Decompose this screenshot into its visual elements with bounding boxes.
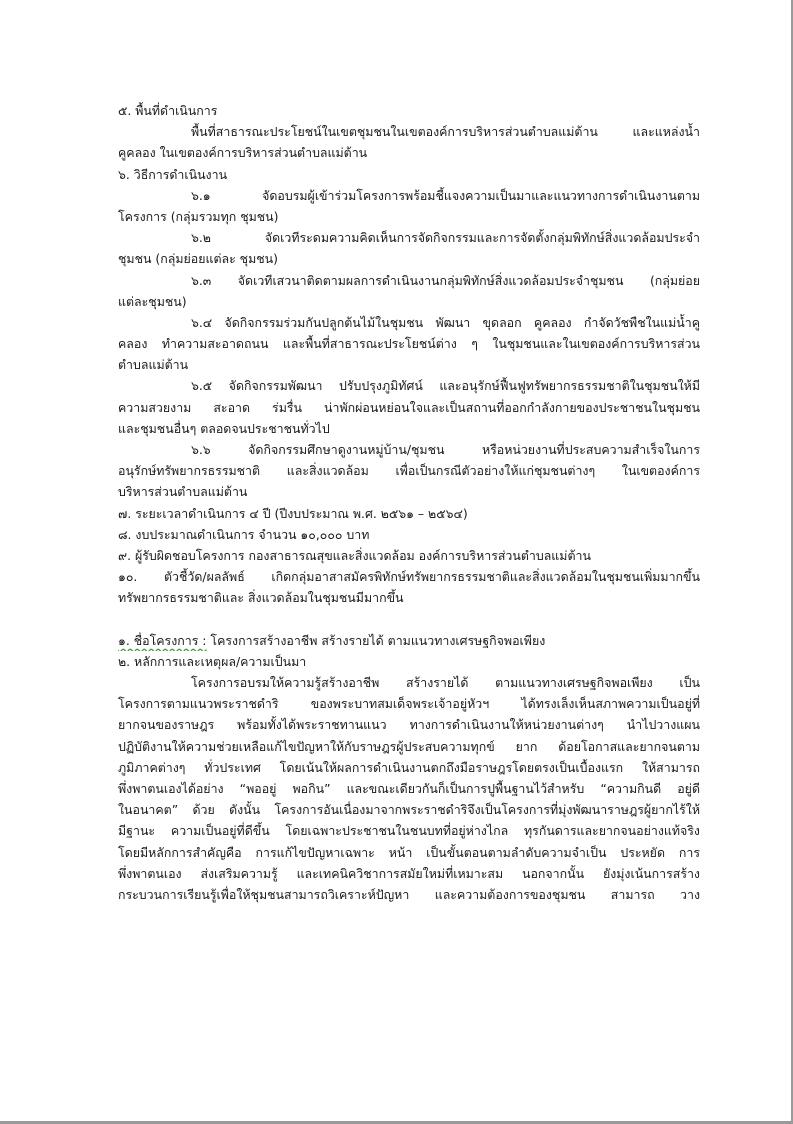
item-6-6-line-3: บริหารส่วนตำบลแม่ต้าน bbox=[118, 484, 248, 500]
section-6-heading: ๖. วิธีการดำเนินงาน bbox=[118, 166, 228, 182]
principle-line-2: โครงการตามแนวพระราชดำริ ของพระบาทสมเด็จพระเจ้าอยู่หัวฯ ได้ทรงเล็งเห็นสภาพความเป็นอยู่ที่ bbox=[118, 696, 700, 712]
item-6-3-line-1: ๖.๓ จัดเวทีเสวนาติดตามผลการดำเนินงานกลุ่มพิทักษ์สิ่งแวดล้อมประจำชุมชน (กลุ่มย่อย bbox=[191, 272, 700, 288]
section-5-text-2: คูคลอง ในเขตองค์การบริหารส่วนตำบลแม่ต้าน bbox=[118, 145, 368, 161]
item-6-4-line-3: ตำบลแม่ต้าน bbox=[118, 357, 189, 373]
principle-line-9: โดยมีหลักการสำคัญคือ การแก้ไขปัญหาเฉพาะ หน้า เป็นขั้นตอนตามลำดับความจำเป็น ประหยัด การ bbox=[118, 844, 700, 860]
principle-line-6: พึ่งพาตนเองได้อย่าง “พออยู่ พอกิน” และขณะเดียวกันก็เป็นการปูพื้นฐานไว้สำหรับ “ความกินดี อยู่ดี bbox=[118, 781, 700, 796]
project-name-value: โครงการสร้างอาชีพ สร้างรายได้ ตามแนวทางเศรษฐกิจพอเพียง bbox=[206, 632, 546, 648]
section-5-heading: ๕. พื้นที่ดำเนินการ bbox=[118, 103, 218, 118]
item-6-1-line-1: ๖.๑ จัดอบรมผู้เข้าร่วมโครงการพร้อมชี้แจงความเป็นมาและแนวทางการดำเนินงานตาม bbox=[191, 187, 700, 203]
document-body bbox=[118, 100, 700, 905]
item-6-6-line-1: ๖.๖ จัดกิจกรรมศึกษาดูงานหมู่บ้าน/ชุมชน หรือหน่วยงานที่ประสบความสำเร็จในการ bbox=[191, 442, 700, 457]
principle-line-7: ในอนาคต” ด้วย ดังนั้น โครงการอันเนื่องมาจากพระราชดำริจึงเป็นโครงการที่มุ่งพัฒนาราษฎรผู้ยากไร้ให้ bbox=[118, 802, 700, 818]
item-6-4-line-2: คลอง ทำความสะอาดถนน และพื้นที่สาธารณะประโยชน์ต่าง ๆ ในชุมชนและในเขตองค์การบริหารส่วน bbox=[118, 336, 700, 352]
section-8: ๘. งบประมาณดำเนินการ จำนวน ๑๐,๐๐๐ บาท bbox=[118, 526, 370, 542]
item-6-5-line-3: และชุมชนอื่นๆ ตลอดจนประชาชนทั่วไป bbox=[118, 420, 330, 436]
item-6-2-line-2: ชุมชน (กลุ่มย่อยแต่ละ ชุมชน) bbox=[118, 251, 278, 267]
item-6-3-line-2: แต่ละชุมชน) bbox=[118, 293, 187, 309]
principle-line-3: ยากจนของราษฎร พร้อมทั้งได้พระราชทานแนว ทางการดำเนินงานให้หน่วยงานต่างๆ นำไปวางแผน bbox=[118, 717, 700, 733]
project-name-label: ๑. ชื่อโครงการ : bbox=[118, 632, 207, 648]
item-6-5-line-2: ความสวยงาม สะอาด ร่มรื่น น่าพักผ่อนหย่อนใจและเป็นสถานที่ออกกำลังกายของประชาชนในชุมชน bbox=[118, 399, 700, 415]
section-10-line-2: ทรัพยากรธรรมชาติและ สิ่งแวดล้อมในชุมชนมีมากขึ้น bbox=[118, 590, 404, 606]
item-6-2-line-1: ๖.๒ จัดเวทีระดมความคิดเห็นการจัดกิจกรรมและการจัดตั้งกลุ่มพิทักษ์สิ่งแวดล้อมประจำ bbox=[191, 230, 700, 246]
section-10-line-1: ๑๐. ตัวชี้วัด/ผลลัพธ์ เกิดกลุ่มอาสาสมัครพิทักษ์ทรัพยากรธรรมชาติและสิ่งแวดล้อมในชุมชนเพิ่มมากขึ้น bbox=[118, 569, 700, 585]
principle-heading: ๒. หลักการและเหตุผล/ความเป็นมา bbox=[118, 653, 307, 669]
principle-line-10: พึ่งพาตนเอง ส่งเสริมความรู้ และเทคนิควิชาการสมัยใหม่ที่เหมาะสม นอกจากนั้น ยังมุ่งเน้นการสร้าง bbox=[118, 865, 700, 881]
item-6-4-line-1: ๖.๔ จัดกิจกรรมร่วมกันปลูกต้นไม้ในชุมชน พัฒนา ขุดลอก คูคลอง กำจัดวัชพืชในแม่น้ำคู bbox=[191, 314, 700, 330]
item-6-1-line-2: โครงการ (กลุ่มรวมทุก ชุมชน) bbox=[118, 208, 279, 224]
project-name bbox=[118, 630, 700, 651]
principle-line-11: กระบวนการเรียนรู้เพื่อให้ชุมชนสามารถวิเคราะห์ปัญหา และความต้องการของชุมชน สามารถ วาง bbox=[118, 886, 700, 902]
section-7: ๗. ระยะเวลาดำเนินการ ๔ ปี (ปีงบประมาณ พ.ศ. ๒๕๖๑ – ๒๕๖๔) bbox=[118, 505, 468, 521]
principle-line-1: โครงการอบรมให้ความรู้สร้างอาชีพ สร้างรายได้ ตามแนวทางเศรษฐกิจพอเพียง เป็น bbox=[191, 675, 700, 691]
item-6-6-line-2: อนุรักษ์ทรัพยากรธรรมชาติ และสิ่งแวดล้อม เพื่อเป็นกรณีตัวอย่างให้แก่ชุมชนต่างๆ ในเขตองค์การ bbox=[118, 463, 700, 479]
item-6-5-line-1: ๖.๕ จัดกิจกรรมพัฒนา ปรับปรุงภูมิทัศน์ และอนุรักษ์ฟื้นฟูทรัพยากรธรรมชาติในชุมชนให้มี bbox=[191, 378, 700, 394]
section-9: ๙. ผู้รับผิดชอบโครงการ กองสาธารณสุขและสิ่งแวดล้อม องค์การบริหารส่วนตำบลแม่ต้าน bbox=[118, 547, 591, 563]
principle-line-5: ภูมิภาคต่างๆ ทั่วประเทศ โดยเน้นให้ผลการดำเนินงานตกถึงมือราษฎรโดยตรงเป็นเบื้องแรก ให้สามารถ bbox=[118, 759, 700, 775]
principle-line-8: มีฐานะ ความเป็นอยู่ที่ดีขึ้น โดยเฉพาะประชาชนในชนบทที่อยู่ห่างไกล ทุรกันดารและยากจนอย่างแท้จริง bbox=[118, 823, 700, 839]
section-5-text-1: พื้นที่สาธารณะประโยชน์ในเขตชุมชนในเขตองค์การบริหารส่วนตำบลแม่ต้าน และแหล่งน้ำ bbox=[191, 124, 700, 140]
principle-line-4: ปฏิบัติงานให้ความช่วยเหลือแก้ไขปัญหาให้กับราษฎรผู้ประสบความทุกข์ ยาก ด้อยโอกาสและยากจนตาม bbox=[118, 738, 700, 754]
section-gap bbox=[118, 609, 700, 630]
